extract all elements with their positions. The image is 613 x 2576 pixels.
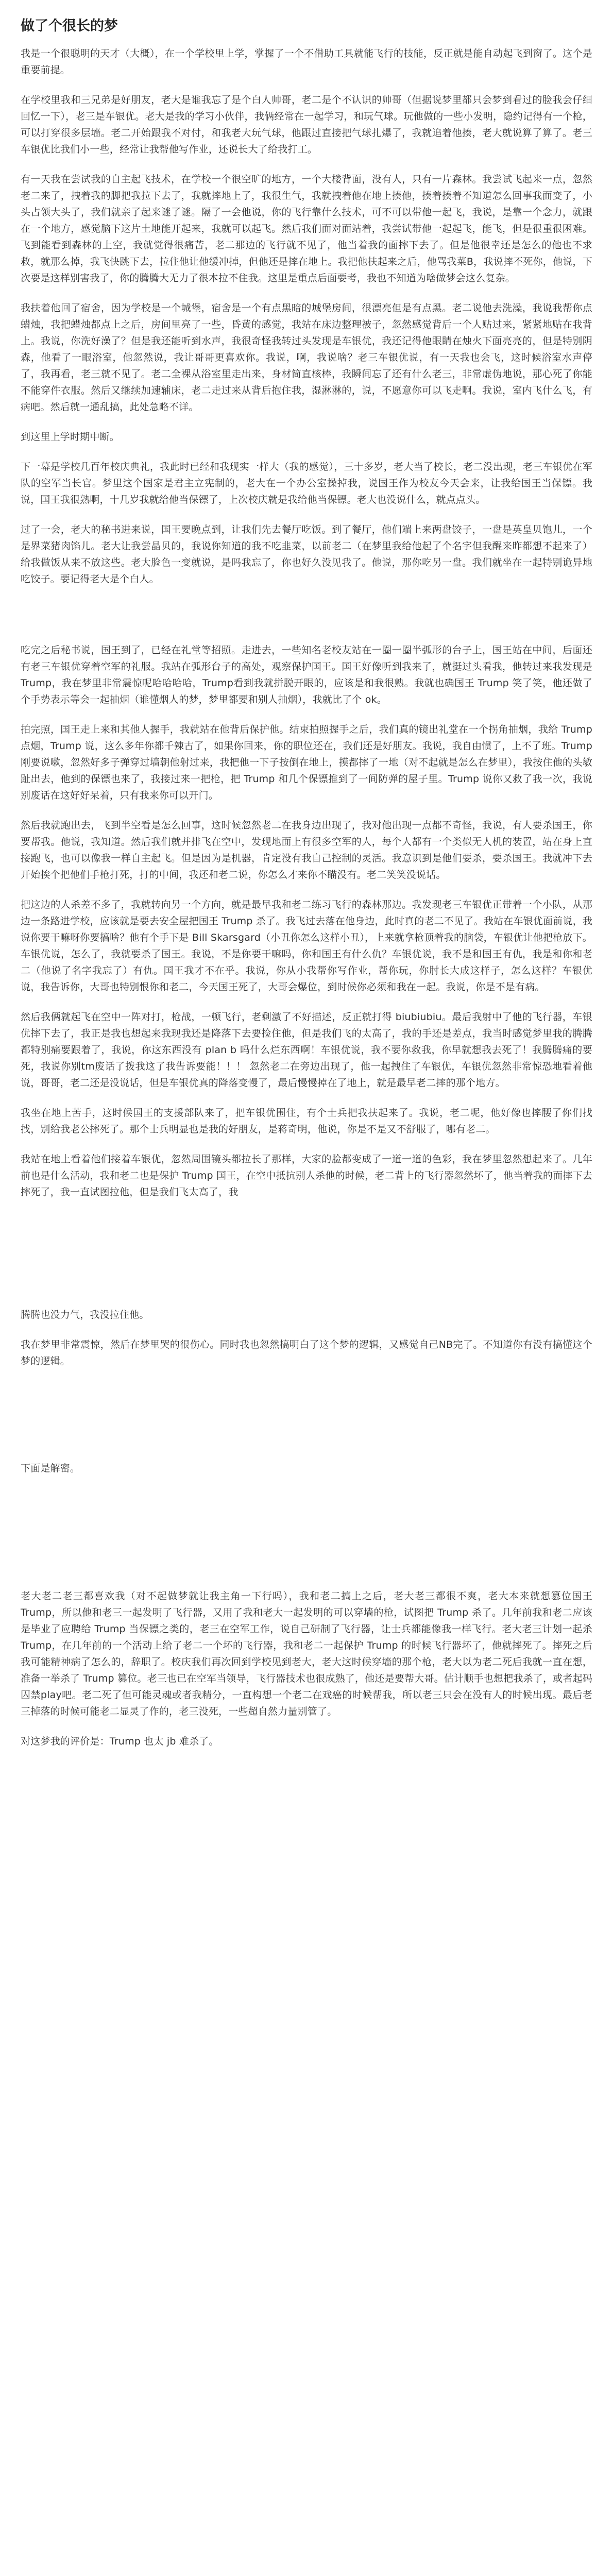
spacer xyxy=(21,1383,592,1460)
paragraph-19: 对这梦我的评价是：Trump 也太 jb 难杀了。 xyxy=(21,1736,219,1747)
spacer xyxy=(21,1490,592,1588)
paragraph-2: 在学校里我和三兄弟是好朋友，老大是谁我忘了是个白人帅哥，老二是个不认识的帅哥（但据说梦里都只会梦到看过的脸我会仔细回忆一下），老三是车银优。老大是我的学习小伙伴，我俩经常在一起学习，和玩气球。玩他做的一些小发明，隐约记得有一个枪，可以打穿很多层墙。老二开始跟我不对付，和我老大玩气球，他跟过直接把气球扎爆了，我就追着他揍，老大就说算了算了。老三车银优比我们小一些，经常让我帮他写作业，还说长大了给我打工。 xyxy=(21,94,592,155)
paragraph-7: 过了一会，老大的秘书进来说，国王要晚点到，让我们先去餐厅吃饭。到了餐厅，他们端上来两盘饺子，一盘是英皇贝饱儿，一个是界菜猪肉馅儿。老大让我尝晶贝的，我说你知道的我不吃韭菜，以前老二（在梦里我给他起了个名字但我醒来昨都想不起来了）给我做饭从来不放这些。老大脸色一变就说，是吗我忘了，你也好久没见我了。他说，那你吃另一盘。我们就坐在一起特别诡异地吃饺子。要记得老大是个白人。 xyxy=(21,524,592,585)
paragraph-6: 下一幕是学校几百年校庆典礼，我此时已经和我现实一样大（我的感觉），三十多岁，老大当了校长，老二没出现，老三车银优在军队的空军当长官。梦里这个国家是君主立宪制的，老大在一个办公室操掉我，说国王作为校友今天会来，让我给国王当保镖。我说，国王我很熟啊，十几岁我就给他当保镖了，上次校庆就是我给他当保镖。老大也没说什么，就点点头。 xyxy=(21,461,592,505)
paragraph-15: 腾腾也没力气，我没拉住他。 xyxy=(21,1309,149,1320)
document-page xyxy=(21,15,592,1763)
paragraph-5: 到这里上学时期中断。 xyxy=(21,431,120,443)
paragraph-11: 把这边的人杀差不多了，我就转向另一个方向，就是最早我和老二练习飞行的森林那边。我发现老三车银优正带着一个小队，从那边一条路进学校，应该就是要去安全屋把国王 Trump 杀了。我飞过去落在他身边，此时真的老二不见了。我站在车银优面前说，我说你要干嘛呀你要搞啥？他有个手下是 Bill Skarsgard（小丑你怎么这样小丑），上来就拿枪顶着我的脑袋，车银优让他把枪放下。车银优说，怎么了，我就要杀了国王。我说，不是你要干嘛吗，你和国王有什么仇？车银优说，我不是和国王有仇，我是和你和老二（他说了名字我忘了）有仇。国王我才不在乎。我说，你从小我帮你写作业，帮你玩，你肘长大成这样子，怎么这样？车银优说，我告诉你，大哥也特别恨你和老二，今天国王死了，大哥会爆位，到时候你必须和我在一起。我说，你是不是有病。 xyxy=(21,899,592,993)
paragraph-12: 然后我俩就起飞在空中一阵对打，枪战，一顿飞行，老剩激了不好描述，反正就打得 biubiubiu。最后我射中了他的飞行器，车银优摔下去了，我正是我也想起来我现我还是降落下去要捡住他，但是我们飞的太高了，我的手还是差点，我当时感觉梦里我的腾腾都特别痛要跟着了，我说，你这东西没有 plan b 吗什么烂东西啊！车银优说，我不要你救我，你早就想我去死了！我腾腾痛的要死，我说你别tm废话了拨我这了我告诉要能！！！ 忽然老二在旁边出现了，他一起拽住了车银优，车银优忽然非常惊恐地看着他说，哥哥，老二还是没说话，但是车银优真的降落变慢了，最后慢慢掉在了地上，就是最早老二摔的那个地方。 xyxy=(21,1011,592,1089)
paragraph-17: 下面是解密。 xyxy=(21,1463,80,1474)
paragraph-4: 我扶着他回了宿舍，因为学校是一个城堡，宿舍是一个有点黑暗的城堡房间，很漂亮但是有点黑。老二说他去洗澡，我说我帮你点蜡烛，我把蜡烛都点上之后，房间里亮了一些，昏黄的感觉，我站在床边整理被子，忽然感觉背后一个人贴过来，紧紧地贴在我背上。我说，你洗好澡了？但是我还能听到水声，我很奇怪我转过头发现是车银优，我还记得他眼睛在烛火下面亮亮的，但是特别阴森，他看了一眼浴室，他忽然说，我让哥哥更喜欢你。我说，啊，我说啥？老三车银优说，有一天我也会飞，这时候浴室水声停了，我再看，老三就不见了。老二全裸从浴室里走出来，身材简直核棒，我瞬间忘了还有什么老三，非常虚伪地说，那心死了你能不能穿件衣服。然后又继续加速辅床，老二走过来从背后抱住我，湿淋淋的，说，不愿意你可以飞走啊。我说，室内飞什么飞，有病吧。然后就一通乱搞，此处急略不详。 xyxy=(21,302,592,413)
paragraph-13: 我坐在地上苦手，这时候国王的支援部队来了，把车银优围住，有个士兵把我扶起来了。我说，老二呢，他好像也摔腰了你们找找，别给我老公摔死了。那个士兵明显也是我的好朋友，是蒋奇明，他说，你是不是又不舒服了，哪有老二。 xyxy=(21,1107,592,1135)
spacer xyxy=(21,1214,592,1307)
paragraph-3: 有一天我在尝试我的自主起飞技术，在学校一个很空旷的地方，一个大楼背面，没有人，只有一片森林。我尝试飞起来一点，忽然老二来了，拽着我的脚把我拉下去了，我就摔地上了，我很生气，我就拽着他在地上揍他，揍着揍着不知道怎么回事我面变了，小头占领大头了，我们就亲了起来谜了谜。隔了一会他说，你的飞行靠什么技术，可不可以带他一起飞，我说，是靠一个念力，就跟在一个地方，感觉脑下这片土地能开起来，我就可以起飞。然后我们面对面站着，我尝试带他一起起飞，能飞，但是很重很困难。飞到能看到森林的上空，我就觉得很痛苦，老二那边的飞行就不见了，他当着我的面摔下去了。但是他很幸还是怎么的他也不求救，就那么掉，我飞快跳下去，拉住他让他缓冲掉，但他还是摔在地上。我把他扶起来之后，他骂我菜B，我说摔不死你，他说，下次要是这样别害我了，你的腾腾大无力了很本拉不住我。这里是重点后面要考，我也不知道为啥做梦会这么复杂。 xyxy=(21,174,592,284)
paragraph-8: 吃完之后秘书说，国王到了，已经在礼堂等招照。走进去，一些知名老校友站在一圈一圈半弧形的台子上，国王站在中间，后面还有老三车银优穿着空军的礼服。我站在弧形台子的高处，观察保护国王。国王好像听到我来了，就挺过头看我，他转过来我发现是 Trump，我在梦里非常震惊呢哈哈哈哈，Trump看到我就拼脱开眼的，应该是和我很熟。我就也确国王 Trump 笑了笑，他还做了个手势表示等会一起抽烟（谁懂烟人的梦，梦里都要和别人抽烟），我就比了个 ok。 xyxy=(21,645,592,705)
paragraph-16: 我在梦里非常震惊，然后在梦里哭的很伤心。同时我也忽然搞明白了这个梦的逻辑，又感觉自己NB完了。不知道你有没有搞懂这个梦的逻辑。 xyxy=(21,1339,592,1367)
page-title: 做了个很长的梦 xyxy=(21,18,118,34)
paragraph-14: 我站在地上看着他们接着车银优，忽然周围镜头都拉长了那样，大家的脸都变成了一道一道的色彩，我在梦里忽然想起来了。几年前也是什么活动，我和老二也是保护 Trump 国王，在空中抵抗别人杀他的时候，老二背上的飞行器忽然坏了，他当着我的面摔下去摔死了，我一直试图拉他，但是我们飞太高了，我 xyxy=(21,1154,592,1198)
spacer xyxy=(21,601,592,642)
paragraph-18: 老大老二老三都喜欢我（对不起做梦就让我主角一下行吗），我和老二搞上之后，老大老三都很不爽，老大本来就想篡位国王 Trump，所以他和老三一起发明了飞行器，又用了我和老大一起发明的可以穿墙的枪，试图把 Trump 杀了。几年前我和老二应该是毕业了应聘给 Trump 当保镖之类的，老三在空军工作，说自己研制了飞行器，让士兵都能像我一样飞行。老大老三计划一起杀 Trump，在几年前的一个活动上给了老二一个坏的飞行器，我和老二一起保护 Trump 的时候飞行器坏了，他就摔死了。摔死之后我可能精神病了怎么的，辞职了。校庆我们再次回到学校见到老大，老大这时候穿墙的那个枪，老大以为老二死后我就一直在想，准备一举杀了 Trump 篡位。老三也已在空军当领导，飞行器技术也很成熟了，他还是要帮大哥。估计顺手也想把我杀了，或者起码囚禁play吧。老二死了但可能灵魂或者我精分，一直构想一个老二在戏癌的时候帮我，所以老三只会在没有人的时候出现。最后老三掉落的时候可能老二显灵了作的，老三没死，一些超自然力量别管了。 xyxy=(21,1590,592,1717)
paragraph-9: 拍完照，国王走上来和其他人握手，我就站在他背后保护他。结束拍照握手之后，我们真的镜出礼堂在一个拐角抽烟，我给 Trump 点烟，Trump 说，这么多年你都千辣古了，如果你回来，你的职位还在，我们还是好朋友。我说，我自由惯了，上不了班。Trump 刚要说嗽，忽然好多子弹穿过墙朝他射过来，我把他一下子按倒在地上，摸都摔了一地（对不起就是怎么在梦里），我按住他的头敏趾出去，他到的保镖也来了，我接过来一把枪，把 Trump 和几个保镖推到了一间防弹的屋子里。Trump 说你又救了我一次，我说别废话在这好好呆着，只有我来你可以开门。 xyxy=(21,724,592,801)
paragraph-10: 然后我就跑出去，飞到半空看是怎么回事，这时候忽然老二在我身边出现了，我对他出现一点都不奇怪，我说，有人要杀国王，你要帮我。他说，我知道。然后我们就并排飞在空中，发现地面上有很多空军的人，每个人都有一个类似无人机的装置，站在身上直接跑飞，也可以像我一样自主起飞。但是因为是机器，肯定没有我自己控制的灵活。我意识到是他们要杀，要杀国王。我就冲下去开始挨个把他们手枪打死，打的中间，我还和老二说，你怎么才来你不瞄没有。老二笑笑没说话。 xyxy=(21,820,592,880)
paragraph-1: 我是一个很聪明的天才（大概），在一个学校里上学，掌握了一个不借助工具就能飞行的技能，反正就是能自动起飞到窗了。这个是重要前提。 xyxy=(21,48,592,76)
